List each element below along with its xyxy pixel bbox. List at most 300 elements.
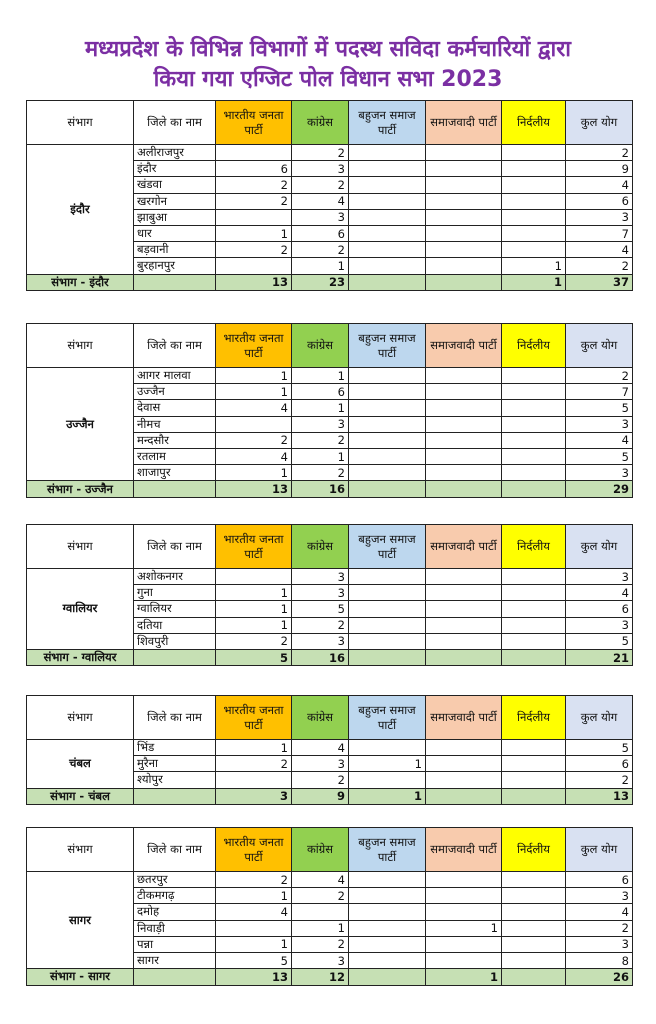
cell-sp <box>426 601 502 617</box>
subtotal-sp <box>426 481 502 498</box>
cell-inc: 6 <box>292 384 349 400</box>
cell-total: 2 <box>566 145 633 161</box>
cell-ind <box>502 448 566 464</box>
cell-total: 2 <box>566 258 633 274</box>
cell-sp <box>426 888 502 904</box>
district-name: अलीराजपुर <box>134 145 216 161</box>
cell-bsp <box>349 952 426 968</box>
cell-sp <box>426 448 502 464</box>
cell-bsp <box>349 569 426 585</box>
cell-bjp: 1 <box>216 740 292 756</box>
division-name: सागर <box>27 872 134 969</box>
division-table <box>26 323 633 498</box>
subtotal-bjp: 13 <box>216 274 292 291</box>
cell-total: 8 <box>566 952 633 968</box>
cell-inc: 3 <box>292 416 349 432</box>
district-name: रतलाम <box>134 448 216 464</box>
header-division: संभाग <box>27 324 134 368</box>
cell-bjp: 6 <box>216 161 292 177</box>
header-district: जिले का नाम <box>134 828 216 872</box>
cell-bsp <box>349 209 426 225</box>
cell-bsp <box>349 177 426 193</box>
cell-total: 7 <box>566 225 633 241</box>
header-inc: कांग्रेस <box>292 696 349 740</box>
cell-bsp <box>349 225 426 241</box>
district-name: छतरपुर <box>134 872 216 888</box>
district-name: श्योपुर <box>134 772 216 788</box>
title-line-1: मध्यप्रदेश के विभिन्न विभागों में पदस्थ सविदा कर्मचारियों द्वारा <box>85 37 571 62</box>
cell-sp <box>426 225 502 241</box>
table-row <box>27 145 633 161</box>
district-name: बुरहानपुर <box>134 258 216 274</box>
subtotal-row <box>27 788 633 805</box>
header-inc: कांग्रेस <box>292 828 349 872</box>
cell-ind <box>502 601 566 617</box>
cell-sp <box>426 177 502 193</box>
cell-inc: 6 <box>292 225 349 241</box>
cell-bsp <box>349 601 426 617</box>
cell-bjp: 1 <box>216 601 292 617</box>
subtotal-inc: 23 <box>292 274 349 291</box>
cell-bjp: 5 <box>216 952 292 968</box>
header-bjp: भारतीय जनता पार्टी <box>216 525 292 569</box>
header-bjp: भारतीय जनता पार्टी <box>216 101 292 145</box>
division-name: इंदौर <box>27 145 134 275</box>
cell-total: 5 <box>566 448 633 464</box>
cell-bjp <box>216 145 292 161</box>
cell-total: 3 <box>566 209 633 225</box>
district-name: पन्ना <box>134 936 216 952</box>
district-name: बड़वानी <box>134 242 216 258</box>
district-name: दमोह <box>134 904 216 920</box>
subtotal-ind <box>502 788 566 805</box>
cell-total: 4 <box>566 177 633 193</box>
header-division: संभाग <box>27 525 134 569</box>
cell-bjp: 4 <box>216 448 292 464</box>
cell-ind <box>502 177 566 193</box>
cell-bsp <box>349 888 426 904</box>
cell-bsp <box>349 400 426 416</box>
subtotal-total: 37 <box>566 274 633 291</box>
cell-ind <box>502 193 566 209</box>
cell-bsp <box>349 740 426 756</box>
cell-sp <box>426 756 502 772</box>
subtotal-row <box>27 481 633 498</box>
cell-ind <box>502 740 566 756</box>
district-name: नीमच <box>134 416 216 432</box>
subtotal-ind <box>502 481 566 498</box>
cell-sp <box>426 432 502 448</box>
subtotal-bjp: 13 <box>216 969 292 986</box>
cell-total: 4 <box>566 432 633 448</box>
header-sp: समाजवादी पार्टी <box>426 525 502 569</box>
district-name: शिवपुरी <box>134 633 216 649</box>
header-district: जिले का नाम <box>134 101 216 145</box>
cell-sp <box>426 936 502 952</box>
cell-ind <box>502 920 566 936</box>
cell-ind <box>502 225 566 241</box>
cell-bjp <box>216 209 292 225</box>
cell-bsp <box>349 465 426 481</box>
cell-bjp: 2 <box>216 633 292 649</box>
header-row <box>27 696 633 740</box>
cell-inc: 3 <box>292 161 349 177</box>
header-sp: समाजवादी पार्टी <box>426 696 502 740</box>
cell-bsp <box>349 258 426 274</box>
header-sp: समाजवादी पार्टी <box>426 324 502 368</box>
cell-bjp <box>216 416 292 432</box>
header-ind: निर्दलीय <box>502 101 566 145</box>
cell-sp <box>426 952 502 968</box>
table-row <box>27 872 633 888</box>
cell-sp <box>426 258 502 274</box>
cell-sp <box>426 416 502 432</box>
cell-bsp <box>349 384 426 400</box>
cell-total: 6 <box>566 193 633 209</box>
cell-inc: 1 <box>292 400 349 416</box>
subtotal-label: संभाग - इंदौर <box>27 274 134 291</box>
cell-total: 6 <box>566 601 633 617</box>
subtotal-row <box>27 649 633 666</box>
cell-sp <box>426 384 502 400</box>
cell-sp <box>426 872 502 888</box>
cell-sp <box>426 465 502 481</box>
cell-sp <box>426 242 502 258</box>
subtotal-blank <box>134 788 216 805</box>
subtotal-ind <box>502 649 566 666</box>
district-name: खरगोन <box>134 193 216 209</box>
cell-inc: 5 <box>292 601 349 617</box>
district-name: झाबुआ <box>134 209 216 225</box>
district-name: आगर मालवा <box>134 368 216 384</box>
cell-inc: 3 <box>292 633 349 649</box>
division-table <box>26 695 633 805</box>
subtotal-bjp: 5 <box>216 649 292 666</box>
subtotal-total: 21 <box>566 649 633 666</box>
cell-sp <box>426 193 502 209</box>
subtotal-sp <box>426 649 502 666</box>
header-division: संभाग <box>27 696 134 740</box>
subtotal-blank <box>134 649 216 666</box>
cell-ind <box>502 242 566 258</box>
header-ind: निर्दलीय <box>502 324 566 368</box>
cell-ind: 1 <box>502 258 566 274</box>
cell-ind <box>502 368 566 384</box>
subtotal-total: 26 <box>566 969 633 986</box>
subtotal-label: संभाग - सागर <box>27 969 134 986</box>
cell-inc: 1 <box>292 368 349 384</box>
cell-total: 3 <box>566 465 633 481</box>
header-district: जिले का नाम <box>134 324 216 368</box>
header-district: जिले का नाम <box>134 696 216 740</box>
cell-bsp <box>349 448 426 464</box>
cell-ind <box>502 400 566 416</box>
cell-inc: 2 <box>292 432 349 448</box>
district-name: इंदौर <box>134 161 216 177</box>
cell-inc: 3 <box>292 585 349 601</box>
cell-bjp <box>216 569 292 585</box>
cell-bsp <box>349 617 426 633</box>
subtotal-blank <box>134 274 216 291</box>
subtotal-total: 29 <box>566 481 633 498</box>
cell-total: 6 <box>566 872 633 888</box>
cell-bjp: 1 <box>216 617 292 633</box>
header-ind: निर्दलीय <box>502 828 566 872</box>
cell-inc: 4 <box>292 872 349 888</box>
district-name: खंडवा <box>134 177 216 193</box>
cell-total: 9 <box>566 161 633 177</box>
cell-total: 2 <box>566 772 633 788</box>
header-total: कुल योग <box>566 324 633 368</box>
cell-bjp: 2 <box>216 177 292 193</box>
division-table <box>26 827 633 986</box>
header-bsp: बहुजन समाज पार्टी <box>349 525 426 569</box>
cell-bjp: 4 <box>216 400 292 416</box>
cell-total: 6 <box>566 756 633 772</box>
cell-ind <box>502 888 566 904</box>
header-bsp: बहुजन समाज पार्टी <box>349 696 426 740</box>
cell-total: 3 <box>566 888 633 904</box>
cell-ind <box>502 432 566 448</box>
cell-sp <box>426 368 502 384</box>
header-sp: समाजवादी पार्टी <box>426 828 502 872</box>
cell-bjp: 1 <box>216 888 292 904</box>
division-table <box>26 524 633 666</box>
table-row <box>27 368 633 384</box>
header-sp: समाजवादी पार्टी <box>426 101 502 145</box>
cell-sp <box>426 209 502 225</box>
cell-ind <box>502 633 566 649</box>
district-name: अशोकनगर <box>134 569 216 585</box>
subtotal-ind: 1 <box>502 274 566 291</box>
district-name: सागर <box>134 952 216 968</box>
district-name: टीकमगढ़ <box>134 888 216 904</box>
title-line-2: किया गया एग्जिट पोल विधान सभा 2023 <box>153 67 503 92</box>
district-name: गुना <box>134 585 216 601</box>
subtotal-bsp <box>349 969 426 986</box>
cell-sp <box>426 569 502 585</box>
cell-bjp: 4 <box>216 904 292 920</box>
cell-total: 3 <box>566 416 633 432</box>
cell-inc: 2 <box>292 936 349 952</box>
cell-bsp <box>349 242 426 258</box>
cell-ind <box>502 145 566 161</box>
cell-total: 5 <box>566 740 633 756</box>
cell-sp <box>426 772 502 788</box>
district-name: धार <box>134 225 216 241</box>
subtotal-bjp: 13 <box>216 481 292 498</box>
cell-total: 3 <box>566 617 633 633</box>
subtotal-row <box>27 274 633 291</box>
header-ind: निर्दलीय <box>502 525 566 569</box>
cell-sp <box>426 400 502 416</box>
cell-inc: 4 <box>292 740 349 756</box>
cell-bjp: 2 <box>216 193 292 209</box>
header-inc: कांग्रेस <box>292 525 349 569</box>
header-inc: कांग्रेस <box>292 324 349 368</box>
cell-bsp: 1 <box>349 756 426 772</box>
subtotal-bsp <box>349 649 426 666</box>
subtotal-bsp <box>349 481 426 498</box>
cell-inc: 3 <box>292 209 349 225</box>
cell-ind <box>502 384 566 400</box>
header-bjp: भारतीय जनता पार्टी <box>216 828 292 872</box>
cell-bsp <box>349 872 426 888</box>
cell-inc: 2 <box>292 772 349 788</box>
cell-ind <box>502 465 566 481</box>
division-table <box>26 100 633 291</box>
header-row <box>27 324 633 368</box>
cell-total: 2 <box>566 368 633 384</box>
subtotal-label: संभाग - चंबल <box>27 788 134 805</box>
cell-inc: 4 <box>292 193 349 209</box>
cell-ind <box>502 756 566 772</box>
cell-total: 5 <box>566 400 633 416</box>
header-bsp: बहुजन समाज पार्टी <box>349 101 426 145</box>
cell-bjp <box>216 772 292 788</box>
cell-ind <box>502 872 566 888</box>
cell-sp <box>426 161 502 177</box>
cell-bsp <box>349 772 426 788</box>
division-name: चंबल <box>27 740 134 789</box>
cell-ind <box>502 617 566 633</box>
cell-bjp: 1 <box>216 585 292 601</box>
subtotal-total: 13 <box>566 788 633 805</box>
cell-bjp: 1 <box>216 225 292 241</box>
cell-total: 4 <box>566 585 633 601</box>
header-row <box>27 525 633 569</box>
district-name: भिंड <box>134 740 216 756</box>
header-division: संभाग <box>27 828 134 872</box>
cell-bsp <box>349 920 426 936</box>
subtotal-blank <box>134 969 216 986</box>
cell-ind <box>502 936 566 952</box>
subtotal-sp <box>426 788 502 805</box>
district-name: उज्जैन <box>134 384 216 400</box>
table-row <box>27 569 633 585</box>
cell-sp <box>426 617 502 633</box>
cell-bjp: 2 <box>216 872 292 888</box>
subtotal-inc: 16 <box>292 481 349 498</box>
cell-sp <box>426 904 502 920</box>
header-total: कुल योग <box>566 696 633 740</box>
cell-ind <box>502 772 566 788</box>
cell-total: 4 <box>566 904 633 920</box>
cell-ind <box>502 569 566 585</box>
cell-inc: 1 <box>292 258 349 274</box>
table-row <box>27 740 633 756</box>
subtotal-bsp: 1 <box>349 788 426 805</box>
cell-inc: 2 <box>292 465 349 481</box>
cell-total: 3 <box>566 569 633 585</box>
cell-inc: 3 <box>292 569 349 585</box>
header-bjp: भारतीय जनता पार्टी <box>216 324 292 368</box>
header-bsp: बहुजन समाज पार्टी <box>349 828 426 872</box>
subtotal-label: संभाग - ग्वालियर <box>27 649 134 666</box>
cell-total: 4 <box>566 242 633 258</box>
cell-total: 5 <box>566 633 633 649</box>
subtotal-blank <box>134 481 216 498</box>
subtotal-row <box>27 969 633 986</box>
cell-sp <box>426 145 502 161</box>
cell-inc: 1 <box>292 920 349 936</box>
cell-bsp <box>349 416 426 432</box>
district-name: निवाड़ी <box>134 920 216 936</box>
cell-bjp: 1 <box>216 465 292 481</box>
subtotal-inc: 9 <box>292 788 349 805</box>
header-inc: कांग्रेस <box>292 101 349 145</box>
cell-bsp <box>349 585 426 601</box>
cell-bjp: 1 <box>216 936 292 952</box>
cell-bjp: 2 <box>216 242 292 258</box>
subtotal-ind <box>502 969 566 986</box>
cell-bjp: 2 <box>216 756 292 772</box>
header-total: कुल योग <box>566 828 633 872</box>
cell-bjp: 1 <box>216 368 292 384</box>
cell-inc: 2 <box>292 145 349 161</box>
cell-bsp <box>349 145 426 161</box>
cell-bsp <box>349 904 426 920</box>
cell-bsp <box>349 368 426 384</box>
cell-ind <box>502 209 566 225</box>
cell-sp <box>426 633 502 649</box>
subtotal-inc: 16 <box>292 649 349 666</box>
cell-sp <box>426 585 502 601</box>
header-bsp: बहुजन समाज पार्टी <box>349 324 426 368</box>
cell-sp: 1 <box>426 920 502 936</box>
district-name: ग्वालियर <box>134 601 216 617</box>
cell-bsp <box>349 633 426 649</box>
cell-bjp <box>216 920 292 936</box>
subtotal-sp: 1 <box>426 969 502 986</box>
cell-ind <box>502 904 566 920</box>
subtotal-bjp: 3 <box>216 788 292 805</box>
division-name: उज्जैन <box>27 368 134 481</box>
cell-total: 7 <box>566 384 633 400</box>
header-row <box>27 828 633 872</box>
cell-bsp <box>349 936 426 952</box>
header-division: संभाग <box>27 101 134 145</box>
district-name: देवास <box>134 400 216 416</box>
district-name: शाजापुर <box>134 465 216 481</box>
cell-inc: 3 <box>292 756 349 772</box>
cell-ind <box>502 585 566 601</box>
header-district: जिले का नाम <box>134 525 216 569</box>
cell-bjp: 1 <box>216 384 292 400</box>
cell-inc: 2 <box>292 888 349 904</box>
cell-inc: 2 <box>292 617 349 633</box>
subtotal-sp <box>426 274 502 291</box>
district-name: दतिया <box>134 617 216 633</box>
cell-ind <box>502 416 566 432</box>
cell-sp <box>426 740 502 756</box>
cell-bjp <box>216 258 292 274</box>
cell-ind <box>502 161 566 177</box>
cell-inc: 3 <box>292 952 349 968</box>
cell-bsp <box>349 161 426 177</box>
cell-total: 2 <box>566 920 633 936</box>
cell-inc: 2 <box>292 177 349 193</box>
subtotal-bsp <box>349 274 426 291</box>
district-name: मन्दसौर <box>134 432 216 448</box>
cell-ind <box>502 952 566 968</box>
cell-inc: 2 <box>292 242 349 258</box>
header-bjp: भारतीय जनता पार्टी <box>216 696 292 740</box>
cell-bsp <box>349 193 426 209</box>
division-name: ग्वालियर <box>27 569 134 650</box>
header-ind: निर्दलीय <box>502 696 566 740</box>
cell-bsp <box>349 432 426 448</box>
